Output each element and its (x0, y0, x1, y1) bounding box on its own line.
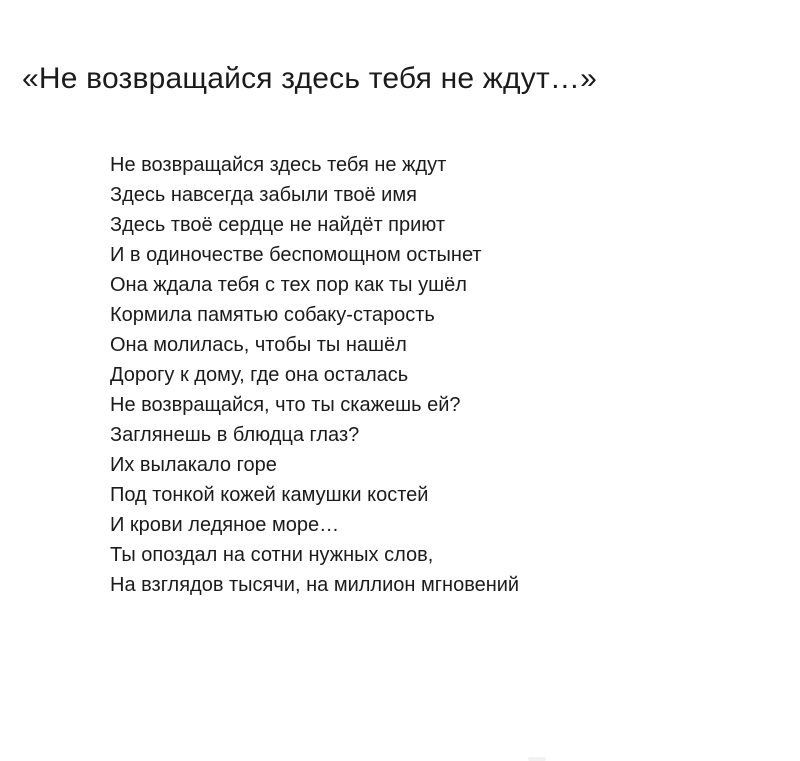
poem-line: И крови ледяное море… (110, 514, 340, 536)
poem-title: «Не возвращайся здесь тебя не ждут…» (22, 62, 597, 95)
poem-line: Она молилась, чтобы ты нашёл (110, 334, 407, 356)
poem-line: Ты опоздал на сотни нужных слов, (110, 544, 434, 566)
poem-line: И в одиночестве беспомощном остынет (110, 244, 482, 266)
poem-line: Кормила памятью собаку-старость (110, 304, 435, 326)
poem-line: Их вылакало горе (110, 454, 277, 476)
poem-line: Дорогу к дому, где она осталась (110, 364, 409, 386)
poem-line: Не возвращайся, что ты скажешь ей? (110, 394, 461, 416)
poem-line: На взглядов тысячи, на миллион мгновений (110, 574, 520, 596)
poem-body (110, 150, 519, 600)
poem-line: Здесь твоё сердце не найдёт приют (110, 214, 445, 236)
poem-line: Под тонкой кожей камушки костей (110, 484, 429, 506)
poem-line: Не возвращайся здесь тебя не ждут (110, 154, 447, 176)
poem-line: Заглянешь в блюдца глаз? (110, 424, 360, 446)
poem-line: Здесь навсегда забыли твоё имя (110, 184, 417, 206)
bottom-edge-artifact (528, 757, 546, 761)
poem-line: Она ждала тебя с тех пор как ты ушёл (110, 274, 467, 296)
